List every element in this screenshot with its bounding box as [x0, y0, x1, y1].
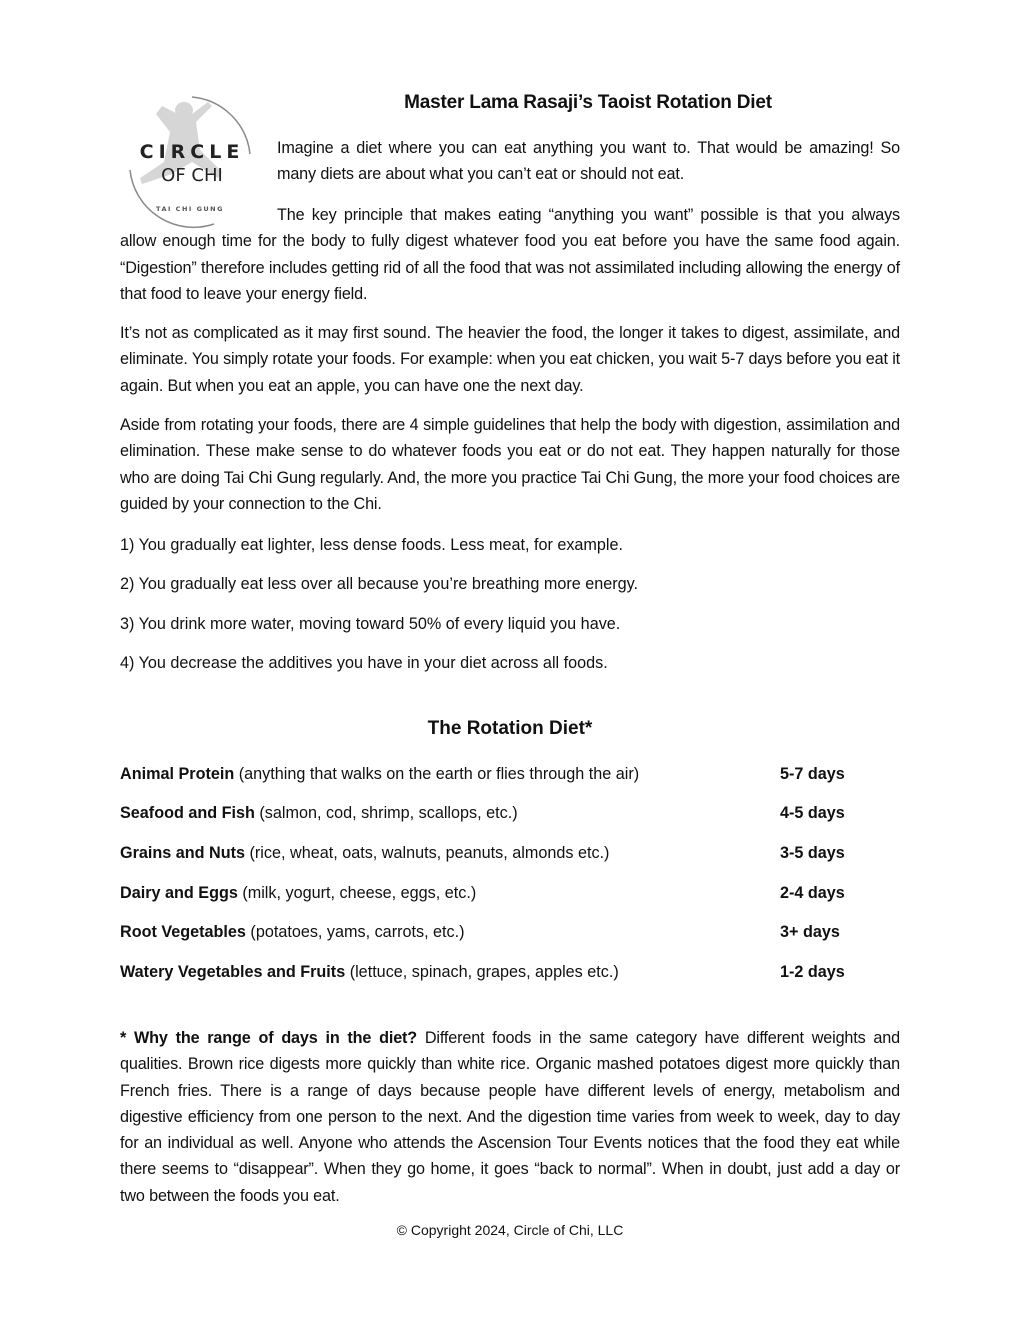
document-title: Master Lama Rasaji’s Taoist Rotation Diet	[404, 92, 772, 113]
diet-days: 1-2 days	[780, 963, 845, 981]
diet-days: 4-5 days	[780, 804, 845, 822]
diet-category: Seafood and Fish	[120, 804, 255, 822]
key-principle-paragraph: The key principle that makes eating “anything you want” possible is that you always allow enough time for the body to fully digest whatever food you eat before you have the same food again. “Digestion” therefore includes getting rid of all the food that was not assimilated including allowing the energy of that food to leave your energy field.	[120, 206, 900, 303]
diet-days: 5-7 days	[780, 765, 845, 783]
diet-row	[120, 919, 900, 945]
guideline-item: 1) You gradually eat lighter, less dense foods. Less meat, for example.	[120, 536, 624, 554]
diet-examples: (salmon, cod, shrimp, scallops, etc.)	[254, 804, 518, 822]
rotation-diet-heading: The Rotation Diet*	[427, 718, 593, 739]
diet-examples: (lettuce, spinach, grapes, apples etc.)	[345, 963, 619, 981]
svg-text:OF CHI: OF CHI	[161, 165, 223, 186]
diet-row	[120, 959, 900, 985]
guidelines-intro-paragraph: Aside from rotating your foods, there are 4 simple guidelines that help the body with digestion, assimilation and elimination. These make sense to do whatever foods you eat or do not eat. They happen naturally for those who are doing Tai Chi Gung regularly. And, the more you practice Tai Chi Gung, the more your food choices are guided by your connection to the Chi.	[120, 416, 900, 513]
footnote-paragraph	[120, 1025, 900, 1209]
diet-row	[120, 800, 900, 826]
svg-text:CIRCLE: CIRCLE	[139, 141, 245, 163]
footnote-lead: * Why the range of days in the diet?	[120, 1029, 418, 1047]
intro-paragraph: Imagine a diet where you can eat anything you want to. That would be amazing! So many diets are about what you can’t eat or should not eat.	[277, 139, 900, 184]
rotation-explanation-paragraph: It’s not as complicated as it may first sound. The heavier the food, the longer it takes to digest, assimilate, and eliminate. You simply rotate your foods. For example: when you eat chicken, you wait 5-7 days before you eat it again. But when you eat an apple, you can have one the next day.	[120, 324, 900, 395]
diet-row	[120, 880, 900, 906]
diet-examples: (milk, yogurt, cheese, eggs, etc.)	[237, 884, 477, 902]
guideline-item: 2) You gradually eat less over all because you’re breathing more energy.	[120, 575, 639, 593]
diet-category: Watery Vegetables and Fruits	[120, 963, 346, 981]
diet-category: Grains and Nuts	[120, 844, 246, 862]
diet-category: Animal Protein	[120, 765, 235, 783]
diet-days: 3+ days	[780, 923, 840, 941]
diet-category: Root Vegetables	[120, 923, 246, 941]
diet-days: 3-5 days	[780, 844, 845, 862]
diet-examples: (anything that walks on the earth or flies through the air)	[234, 765, 640, 783]
diet-days: 2-4 days	[780, 884, 845, 902]
svg-text:TAI CHI GUNG: TAI CHI GUNG	[156, 205, 224, 213]
footnote-body: Different foods in the same category have different weights and qualities. Brown rice digests more quickly than white rice. Organic mashed potatoes digest more quickly than French fries. There is a range of days because people have different levels of energy, metabolism and digestive efficiency from one person to the next. And the digestion time varies from week to week, day to day for an individual as well. Anyone who attends the Ascension Tour Events notices that the food they eat while there seems to “disappear”. When they go home, it goes “back to normal”. When in doubt, just add a day or two between the foods you eat.	[120, 1029, 900, 1205]
diet-examples: (potatoes, yams, carrots, etc.)	[245, 923, 465, 941]
guideline-item: 4) You decrease the additives you have in your diet across all foods.	[120, 654, 608, 672]
diet-row	[120, 761, 900, 787]
diet-row	[120, 840, 900, 866]
diet-examples: (rice, wheat, oats, walnuts, peanuts, almonds etc.)	[245, 844, 610, 862]
diet-category: Dairy and Eggs	[120, 884, 238, 902]
copyright-notice: © Copyright 2024, Circle of Chi, LLC	[396, 1222, 624, 1238]
guideline-item: 3) You drink more water, moving toward 50% of every liquid you have.	[120, 615, 621, 633]
